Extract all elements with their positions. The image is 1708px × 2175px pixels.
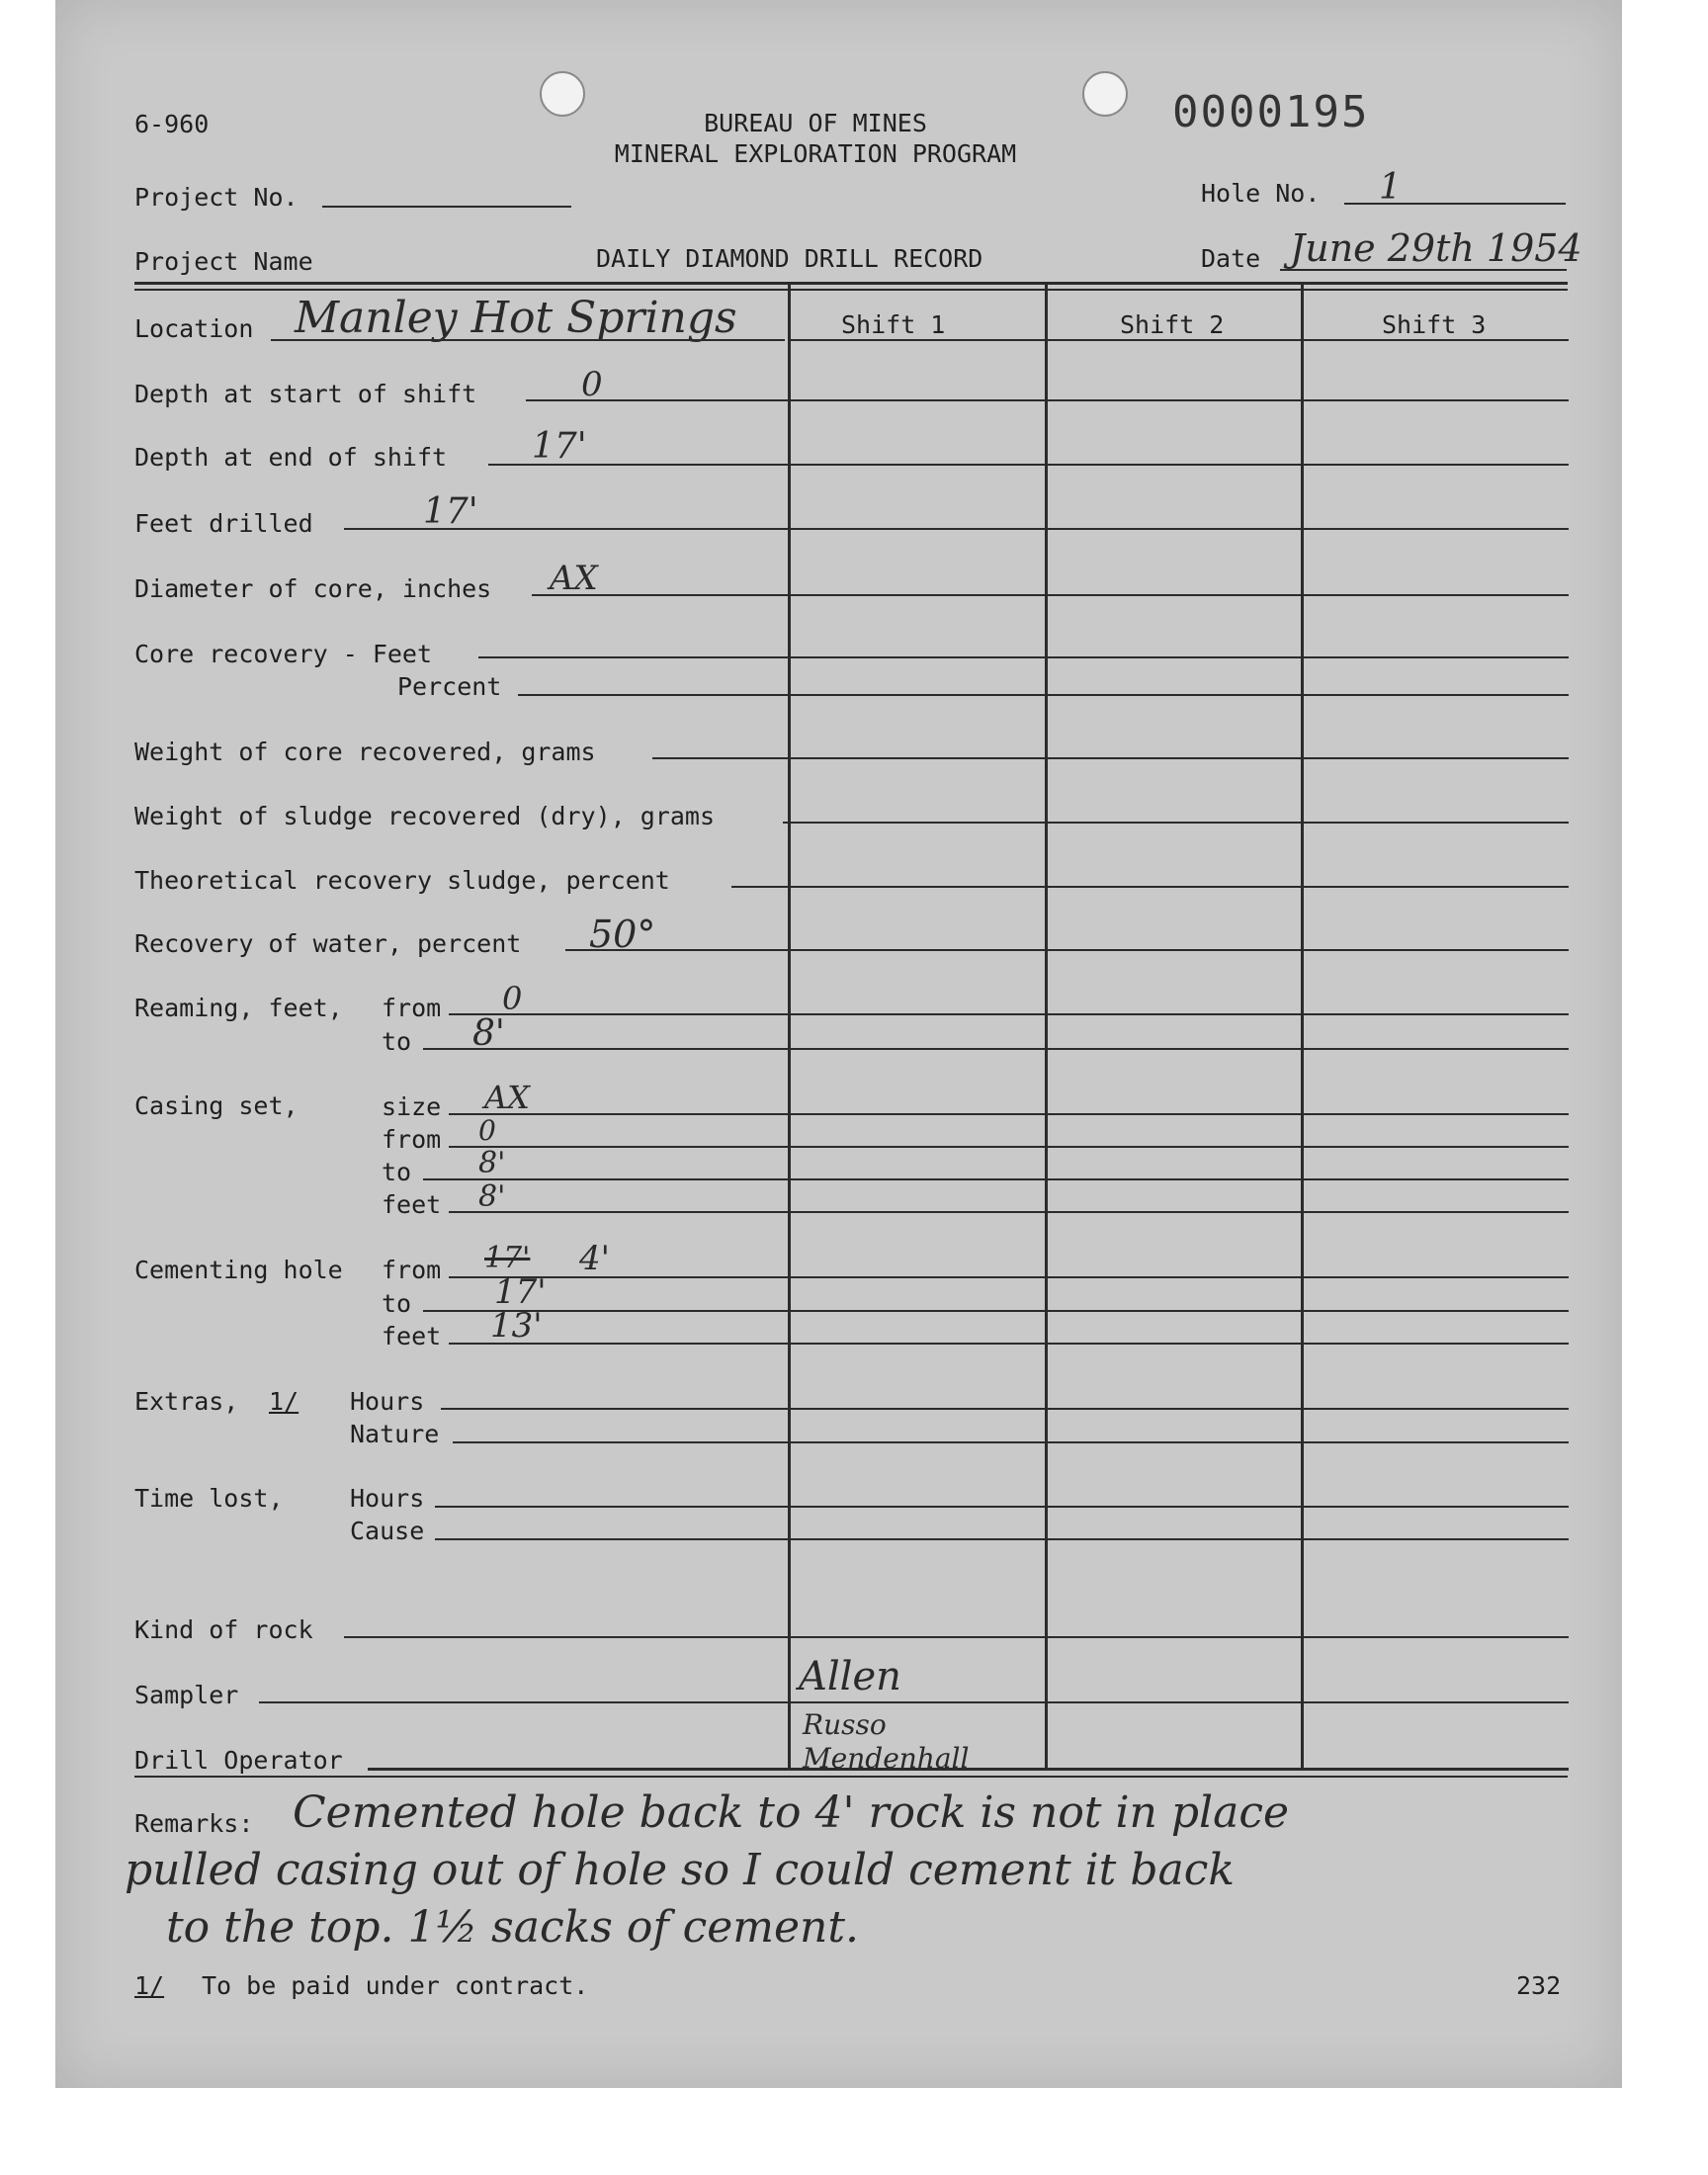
casing-size-label: size xyxy=(382,1092,442,1121)
column-divider-2 xyxy=(1045,285,1048,1768)
location-label: Location xyxy=(134,314,254,343)
reaming-to-value: 8' xyxy=(472,1013,505,1054)
column-divider-1 xyxy=(788,285,791,1768)
shift-1-header: Shift 1 xyxy=(841,310,946,339)
casing-from-value: 0 xyxy=(478,1114,496,1147)
drill-operator-label: Drill Operator xyxy=(134,1746,343,1775)
cementing-to-field[interactable] xyxy=(423,1310,1569,1312)
sampler-label: Sampler xyxy=(134,1681,239,1709)
casing-feet-field[interactable] xyxy=(449,1211,1569,1213)
remarks-line-1: Cemented hole back to 4' rock is not in place xyxy=(293,1787,1290,1838)
reaming-to-label: to xyxy=(382,1027,412,1056)
depth-start-field[interactable] xyxy=(526,399,1569,401)
footnote-ref: 1/ xyxy=(134,1971,165,2000)
location-field[interactable] xyxy=(271,339,785,341)
header-rule xyxy=(134,282,1568,285)
feet-drilled-field[interactable] xyxy=(344,528,1569,530)
extras-hours-field[interactable] xyxy=(441,1408,1569,1410)
reaming-to-field[interactable] xyxy=(423,1048,1569,1050)
casing-feet-value: 8' xyxy=(478,1179,506,1214)
cementing-from-field[interactable] xyxy=(449,1276,1569,1278)
cementing-from-struck: 17' xyxy=(484,1241,531,1275)
remarks-line-3: to the top. 1½ sacks of cement. xyxy=(166,1902,860,1953)
casing-from-field[interactable] xyxy=(449,1146,1569,1148)
reaming-from-label: from xyxy=(382,994,442,1022)
cementing-to-label: to xyxy=(382,1289,412,1318)
remarks-label: Remarks: xyxy=(134,1809,254,1838)
program-title: MINERAL EXPLORATION PROGRAM xyxy=(614,139,1017,168)
cementing-label: Cementing hole xyxy=(134,1256,343,1284)
core-diameter-value: AX xyxy=(550,559,598,598)
sampler-field[interactable] xyxy=(259,1701,1569,1703)
theoretical-sludge-field[interactable] xyxy=(731,886,1569,888)
extras-nature-label: Nature xyxy=(350,1420,440,1448)
water-recovery-field[interactable] xyxy=(565,949,1569,951)
project-no-label: Project No. xyxy=(134,183,299,212)
theoretical-sludge-label: Theoretical recovery sludge, percent xyxy=(134,866,670,895)
column-divider-3 xyxy=(1301,285,1304,1768)
casing-from-label: from xyxy=(382,1125,442,1154)
time-lost-hours-label: Hours xyxy=(350,1484,425,1513)
reaming-from-field[interactable] xyxy=(449,1013,1569,1015)
time-lost-label: Time lost, xyxy=(134,1484,284,1513)
depth-end-field[interactable] xyxy=(488,464,1569,466)
location-value: Manley Hot Springs xyxy=(295,293,737,343)
core-recovery-percent-label: Percent xyxy=(397,672,502,701)
core-weight-label: Weight of core recovered, grams xyxy=(134,738,596,766)
core-diameter-field[interactable] xyxy=(532,594,1569,596)
sludge-weight-field[interactable] xyxy=(783,822,1569,824)
project-name-label: Project Name xyxy=(134,247,313,276)
cementing-from-value: 4' xyxy=(579,1239,610,1278)
hole-no-label: Hole No. xyxy=(1201,179,1321,208)
core-recovery-feet-label: Core recovery - Feet xyxy=(134,640,433,668)
extras-label: Extras, xyxy=(134,1387,239,1416)
casing-feet-label: feet xyxy=(382,1190,442,1219)
serial-number: 0000195 xyxy=(1172,87,1370,137)
kind-of-rock-label: Kind of rock xyxy=(134,1615,313,1644)
time-lost-cause-field[interactable] xyxy=(435,1538,1569,1540)
kind-of-rock-field[interactable] xyxy=(344,1636,1569,1638)
hole-no-value: 1 xyxy=(1379,167,1402,208)
project-no-field[interactable] xyxy=(322,206,571,208)
casing-label: Casing set, xyxy=(134,1091,299,1120)
shift-header-rule xyxy=(788,339,1569,341)
date-label: Date xyxy=(1201,244,1261,273)
casing-size-value: AX xyxy=(484,1079,530,1116)
feet-drilled-label: Feet drilled xyxy=(134,509,313,538)
drill-operator-value: Russo Mendenhall xyxy=(803,1708,970,1775)
footnote-text: To be paid under contract. xyxy=(202,1971,589,2000)
time-lost-hours-field[interactable] xyxy=(435,1506,1569,1508)
water-recovery-label: Recovery of water, percent xyxy=(134,929,522,958)
core-diameter-label: Diameter of core, inches xyxy=(134,574,492,603)
casing-to-value: 8' xyxy=(478,1146,506,1180)
shift-2-header: Shift 2 xyxy=(1120,310,1225,339)
page-code: 232 xyxy=(1516,1971,1562,2000)
remarks-rule xyxy=(134,1776,1568,1778)
core-weight-field[interactable] xyxy=(652,757,1569,759)
cementing-to-value: 17' xyxy=(494,1272,547,1312)
depth-start-label: Depth at start of shift xyxy=(134,380,477,408)
water-recovery-value: 50° xyxy=(589,913,656,956)
casing-to-field[interactable] xyxy=(423,1178,1569,1180)
casing-to-label: to xyxy=(382,1158,412,1186)
depth-end-label: Depth at end of shift xyxy=(134,443,448,472)
cementing-feet-value: 13' xyxy=(490,1306,543,1346)
cementing-feet-field[interactable] xyxy=(449,1343,1569,1345)
core-recovery-percent-field[interactable] xyxy=(518,694,1569,696)
extras-footnote-ref: 1/ xyxy=(269,1387,299,1416)
date-value: June 29th 1954 xyxy=(1290,226,1582,270)
shift-3-header: Shift 3 xyxy=(1382,310,1487,339)
casing-size-field[interactable] xyxy=(449,1113,1569,1115)
agency-title: BUREAU OF MINES xyxy=(704,109,927,137)
cementing-feet-label: feet xyxy=(382,1322,442,1350)
depth-start-value: 0 xyxy=(581,365,603,404)
sampler-value: Allen xyxy=(799,1654,901,1699)
header-rule-2 xyxy=(134,289,1568,291)
reaming-label: Reaming, feet, xyxy=(134,994,343,1022)
reaming-from-value: 0 xyxy=(502,980,523,1017)
core-recovery-feet-field[interactable] xyxy=(478,656,1569,658)
cementing-from-label: from xyxy=(382,1256,442,1284)
remarks-line-2: pulled casing out of hole so I could cement it back xyxy=(125,1845,1236,1895)
form-title: DAILY DIAMOND DRILL RECORD xyxy=(596,244,983,273)
form-number: 6-960 xyxy=(134,110,210,138)
depth-end-value: 17' xyxy=(532,426,587,467)
extras-nature-field[interactable] xyxy=(453,1441,1569,1443)
sludge-weight-label: Weight of sludge recovered (dry), grams xyxy=(134,802,715,830)
extras-hours-label: Hours xyxy=(350,1387,425,1416)
time-lost-cause-label: Cause xyxy=(350,1517,425,1545)
feet-drilled-value: 17' xyxy=(423,491,478,532)
hole-no-field[interactable] xyxy=(1344,203,1566,205)
